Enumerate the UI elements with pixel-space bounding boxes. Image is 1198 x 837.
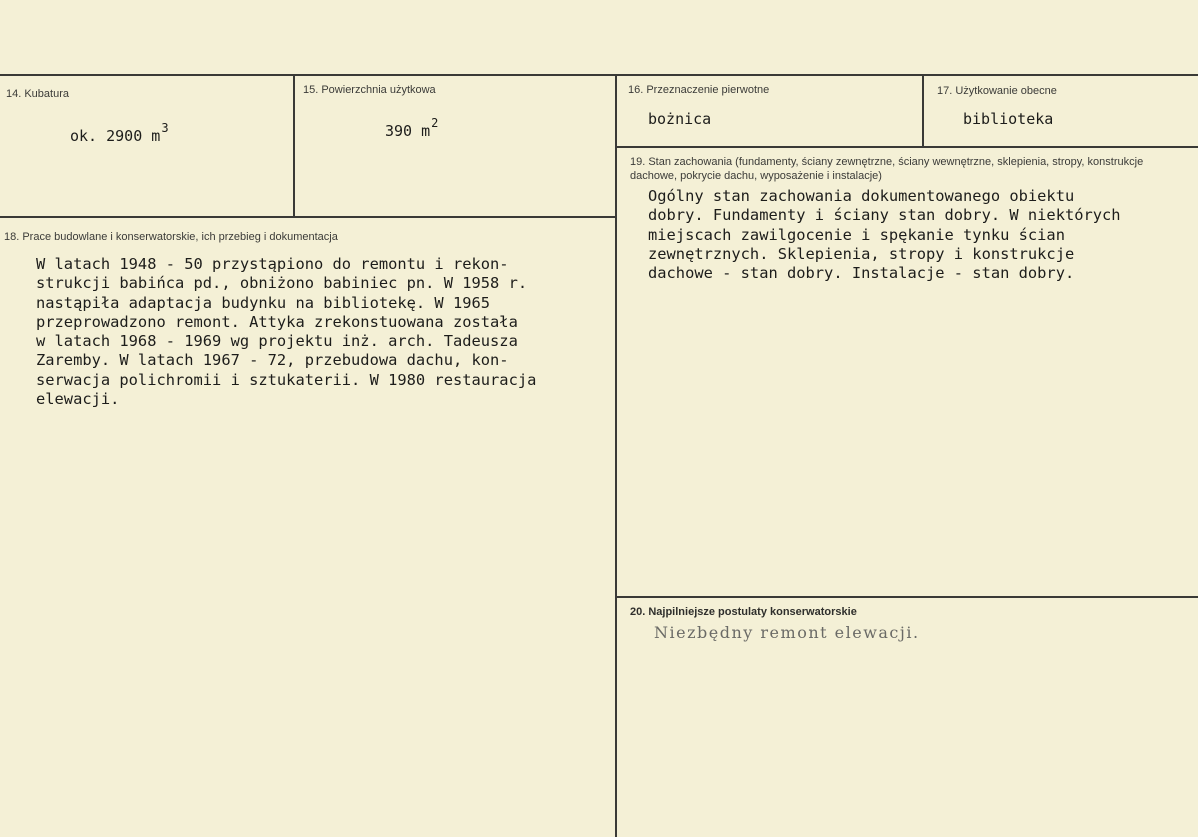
postulaty-value: Niezbędny remont elewacji. bbox=[654, 623, 920, 642]
kubatura-value bbox=[70, 121, 169, 145]
powierzchnia-number: 390 m bbox=[385, 122, 431, 140]
stan-label: 19. Stan zachowania (fundamenty, ściany zewnętrzne, ściany wewnętrzne, sklepienia, stropy, konstrukcje dachowe, pokrycie dachu, wyposażenie i instalacje) bbox=[630, 156, 1144, 182]
prace-line: W latach 1948 - 50 przystąpiono do remontu i rekon- bbox=[36, 255, 509, 273]
kubatura-unit-power: 3 bbox=[161, 121, 169, 135]
col-divider-1 bbox=[293, 74, 295, 218]
prace-line: przeprowadzono remont. Attyka zrekonstuowana została bbox=[36, 312, 518, 331]
przeznaczenie-value: bożnica bbox=[648, 110, 712, 128]
uzytkowanie-value: biblioteka bbox=[963, 110, 1054, 128]
mid-rule-left bbox=[0, 216, 616, 218]
prace-text bbox=[36, 255, 611, 409]
lower-rule-right bbox=[616, 596, 1198, 598]
uzytkowanie-label: 17. Użytkowanie obecne bbox=[937, 85, 1057, 97]
prace-line: nastąpiła adaptacja budynku na bibliotekę. W 1965 bbox=[36, 293, 491, 312]
powierzchnia-unit-power: 2 bbox=[431, 116, 439, 130]
mid-rule-right bbox=[616, 146, 1198, 148]
stan-text bbox=[648, 187, 1193, 283]
powierzchnia-label: 15. Powierzchnia użytkowa bbox=[303, 84, 436, 96]
prace-line: w latach 1968 - 1969 wg projektu inż. arch. Tadeusza bbox=[36, 332, 518, 351]
prace-label: 18. Prace budowlane i konserwatorskie, ich przebieg i dokumentacja bbox=[4, 231, 338, 243]
stan-line: miejscach zawilgocenie i spękanie tynku ścian bbox=[648, 225, 1065, 244]
przeznaczenie-label: 16. Przeznaczenie pierwotne bbox=[628, 84, 770, 96]
col-divider-center bbox=[615, 74, 617, 837]
top-rule bbox=[0, 74, 1198, 76]
prace-line: strukcji babińca pd., obniżono babiniec pn. W 1958 r. bbox=[36, 274, 528, 293]
col-divider-3 bbox=[922, 74, 924, 148]
stan-line: Ogólny stan zachowania dokumentowanego obiektu bbox=[648, 187, 1075, 205]
kubatura-label: 14. Kubatura bbox=[6, 88, 69, 100]
stan-line: zewnętrznych. Sklepienia, stropy i konstrukcje bbox=[648, 244, 1075, 263]
prace-line: elewacji. bbox=[36, 390, 120, 409]
stan-line: dobry. Fundamenty i ściany stan dobry. W niektórych bbox=[648, 206, 1121, 225]
prace-line: serwacja polichromii i sztukaterii. W 1980 restauracja bbox=[36, 370, 537, 389]
powierzchnia-value bbox=[385, 116, 438, 140]
prace-line: Zaremby. W latach 1967 - 72, przebudowa dachu, kon- bbox=[36, 351, 509, 370]
stan-line: dachowe - stan dobry. Instalacje - stan dobry. bbox=[648, 264, 1075, 283]
kubatura-number: ok. 2900 m bbox=[70, 127, 161, 145]
postulaty-label: 20. Najpilniejsze postulaty konserwatorskie bbox=[630, 606, 857, 618]
